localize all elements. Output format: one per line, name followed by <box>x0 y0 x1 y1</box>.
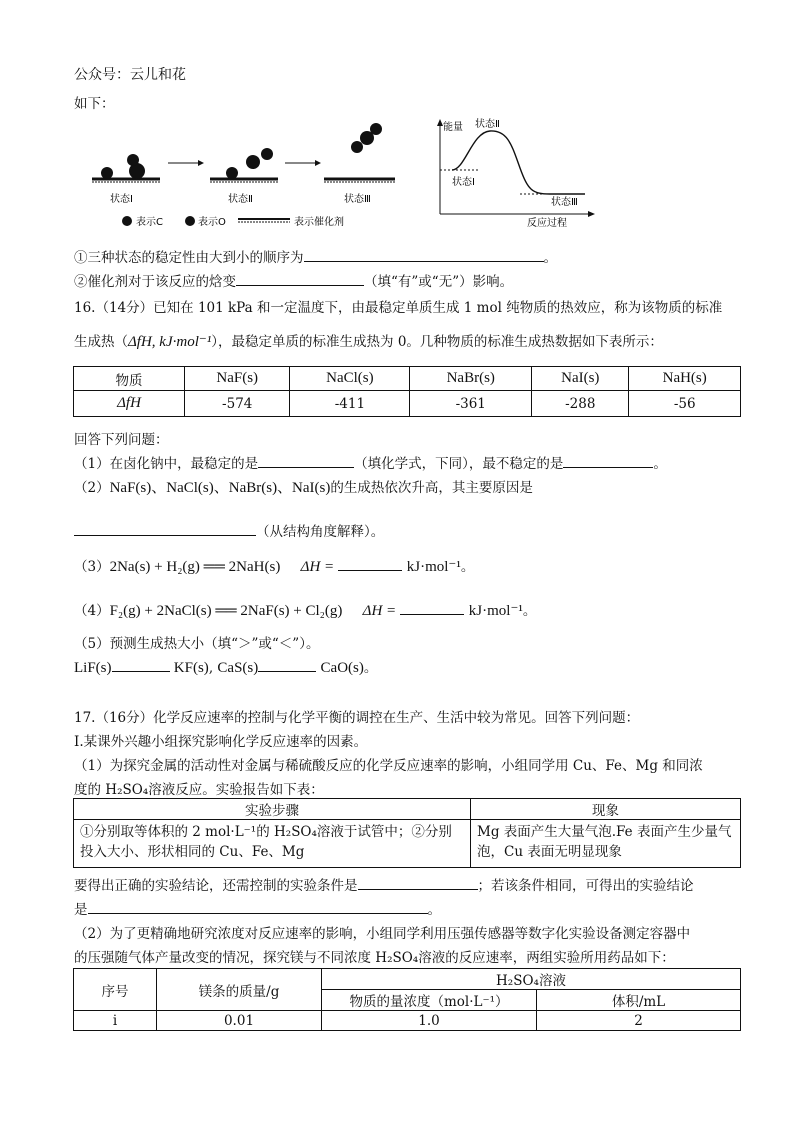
table-header-cell: 镁条的质量/g <box>157 969 322 1011</box>
q16-part-3: （3）2Na(s) + H₂(g) ══ 2NaH(s) ΔH = kJ·mol⁻¹。 <box>74 555 474 576</box>
oxygen-atom <box>127 154 139 166</box>
arrow-icon <box>168 160 204 166</box>
q17-p2-line-1: （2）为了更精确地研究浓度对反应速率的影响，小组同学利用压强传感器等数字化实验设备测定容器中 <box>74 926 691 942</box>
legend-c-marker <box>122 216 132 226</box>
q17-p1-line-2: 度的 H₂SO₄溶液反应。实验报告如下表： <box>74 782 324 798</box>
table-header-cell: NaCl(s) <box>290 367 410 391</box>
catalyst-surface-3 <box>324 179 395 182</box>
table-header-cell: NaI(s) <box>532 367 629 391</box>
table-header-cell: NaH(s) <box>629 367 741 391</box>
intro-text: 如下： <box>74 96 115 112</box>
table-header-row <box>74 799 741 820</box>
carbon-atom <box>101 167 113 179</box>
q16-intro-line-1: 16.（14分）已知在 101 kPa 和一定温度下，由最稳定单质生成 1 mol 纯物质的热效应，称为该物质的标准 <box>74 300 723 316</box>
legend-o-label: 表示O <box>198 217 226 228</box>
curve-state-3-label: 状态Ⅲ <box>551 197 578 208</box>
table-cell: 2 <box>537 1011 741 1031</box>
energy-diagram <box>437 118 595 229</box>
q16-part-5-compare: LiF(s) KF(s), CaS(s) CaO(s)。 <box>74 656 377 677</box>
arrow-icon <box>285 160 321 166</box>
table-header-cell: NaBr(s) <box>410 367 532 391</box>
legend-catalyst-label: 表示催化剂 <box>294 217 344 228</box>
answer-blank[interactable] <box>258 453 354 468</box>
table-header-cell: 序号 <box>74 969 157 1011</box>
legend-o-marker <box>185 216 195 226</box>
q15-stability-line: ①三种状态的稳定性由大到小的顺序为 。 <box>74 246 557 266</box>
q17-conclusion-line: 是 。 <box>74 898 441 918</box>
table-cell: -574 <box>185 391 290 417</box>
catalyst-surface-1 <box>92 179 160 182</box>
legend-catalyst-marker <box>238 219 290 222</box>
table-header-cell: 现象 <box>471 799 741 820</box>
experiment-report-table <box>73 798 741 868</box>
q17-p2-line-2: 的压强随气体产量改变的情况，探究镁与不同浓度 H₂SO₄溶液的反应速率，两组实验所用药品如下： <box>74 950 675 966</box>
q16-part-5: （5）预测生成热大小（填“＞”或“＜”）。 <box>74 636 320 652</box>
answer-blank[interactable] <box>236 271 364 286</box>
state-2-label: 状态Ⅱ <box>228 194 253 205</box>
q15-enthalpy-line: ②催化剂对于该反应的焓变 （填“有”或“无”）影响。 <box>74 270 513 290</box>
answer-blank[interactable] <box>304 247 544 262</box>
table-cell: ①分别取等体积的 2 mol·L⁻¹的 H₂SO₄溶液于试管中；②分别投入大小、形状相同的 Cu、Fe、Mg <box>74 820 471 868</box>
table-header-cell: 物质 <box>74 367 185 391</box>
table-row <box>74 1011 741 1031</box>
q17-part-1-title: Ⅰ.某课外兴趣小组探究影响化学反应速率的因素。 <box>74 734 368 750</box>
reaction-progress-axis-label: 反应过程 <box>527 218 567 229</box>
reaction-states-figure <box>80 118 720 230</box>
legend-c-label: 表示C <box>136 217 163 228</box>
table-cell: -56 <box>629 391 741 417</box>
table-header-cell: 实验步骤 <box>74 799 471 820</box>
reagent-table <box>73 968 741 1031</box>
catalyst-surface-2 <box>210 179 278 182</box>
table-header-cell: 物质的量浓度（mol·L⁻¹） <box>322 990 537 1011</box>
q16-part-4: （4）F₂(g) + 2NaCl(s) ══ 2NaF(s) + Cl₂(g) ΔH = kJ·mol⁻¹。 <box>74 599 536 620</box>
table-cell: Mg 表面产生大量气泡.Fe 表面产生少量气泡，Cu 表面无明显现象 <box>471 820 741 868</box>
q16-part-1: （1）在卤化钠中，最稳定的是 （填化学式，下同），最不稳定的是 。 <box>74 452 667 472</box>
q16-part-2: （2）NaF(s)、NaCl(s)、NaBr(s)、NaI(s)的生成热依次升高，其主要原因是 <box>74 480 533 496</box>
table-row <box>74 391 741 417</box>
table-cell: -411 <box>290 391 410 417</box>
formation-heat-symbol: ΔfH, kJ·mol⁻¹ <box>128 334 212 350</box>
q17-condition-line: 要得出正确的实验结论，还需控制的实验条件是 ；若该条件相同，可得出的实验结论 <box>74 874 694 894</box>
q17-p1-line-1: （1）为探究金属的活动性对金属与稀硫酸反应的化学反应速率的影响，小组同学用 Cu、Fe、Mg 和同浓 <box>74 758 703 774</box>
energy-axis-label: 能量 <box>443 122 463 133</box>
answer-blank[interactable] <box>563 453 653 468</box>
q17-intro: 17.（16分）化学反应速率的控制与化学平衡的调控在生产、生活中较为常见。回答下列问题： <box>74 710 640 726</box>
q16-intro-line-2: 生成热（ΔfH, kJ·mol⁻¹），最稳定单质的标准生成热为 0。几种物质的标准生成热数据如下表所示： <box>74 334 663 350</box>
state-1-label: 状态Ⅰ <box>110 194 133 205</box>
oxygen-atom <box>370 123 382 135</box>
account-header: 公众号：云儿和花 <box>74 67 186 83</box>
table-cell: -288 <box>532 391 629 417</box>
table-row-label: ΔfH <box>74 391 185 417</box>
table-header-cell: H₂SO₄溶液 <box>322 969 741 990</box>
answer-blank[interactable] <box>258 657 316 672</box>
answer-blank[interactable] <box>358 875 478 890</box>
formation-heat-table <box>73 366 741 417</box>
carbon-atom <box>226 167 238 179</box>
answer-blank[interactable] <box>338 556 402 571</box>
answer-prompt: 回答下列问题： <box>74 432 169 448</box>
q16-part-2-answer: （从结构角度解释）。 <box>74 520 384 540</box>
state-3-label: 状态Ⅲ <box>344 194 371 205</box>
answer-blank[interactable] <box>400 600 464 615</box>
table-cell: 0.01 <box>157 1011 322 1031</box>
table-header-row <box>74 367 741 391</box>
table-cell: 1.0 <box>322 1011 537 1031</box>
oxygen-atom <box>246 155 260 169</box>
table-header-cell: NaF(s) <box>185 367 290 391</box>
table-header-cell: 体积/mL <box>537 990 741 1011</box>
table-cell: i <box>74 1011 157 1031</box>
answer-blank[interactable] <box>112 657 170 672</box>
answer-blank[interactable] <box>74 521 256 536</box>
table-row <box>74 820 741 868</box>
table-cell: -361 <box>410 391 532 417</box>
oxygen-atom <box>261 148 273 160</box>
oxygen-atom <box>351 141 363 153</box>
answer-blank[interactable] <box>88 899 428 914</box>
curve-state-1-label: 状态Ⅰ <box>452 177 475 188</box>
curve-state-2-label: 状态Ⅱ <box>475 119 500 130</box>
